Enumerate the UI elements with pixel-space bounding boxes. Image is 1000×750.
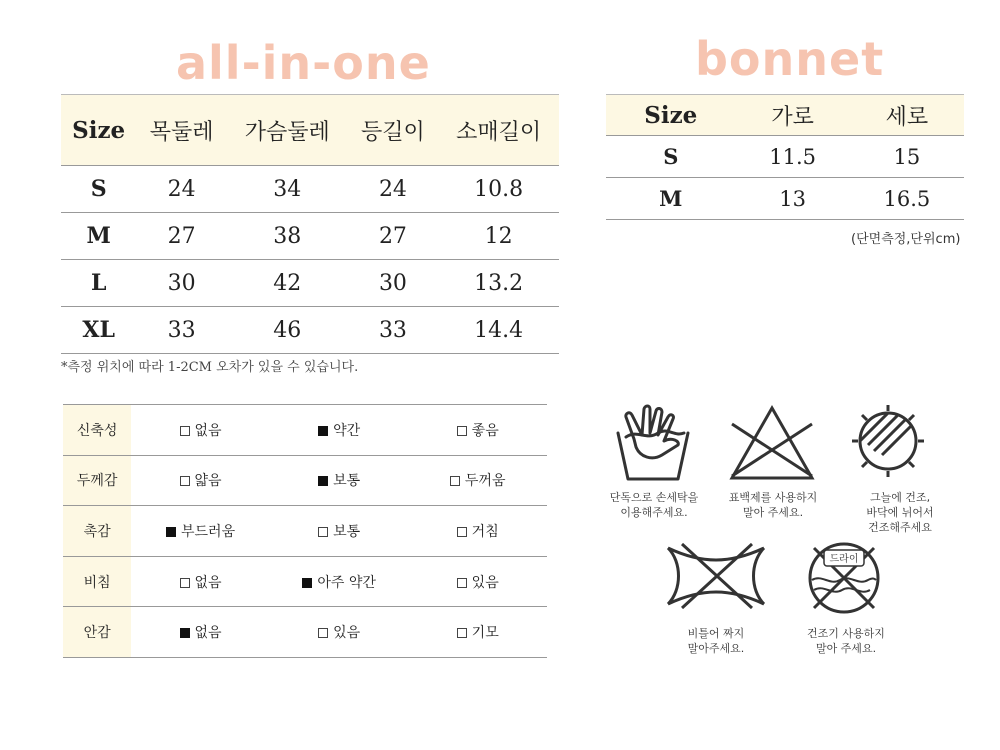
table-row [61,307,559,354]
table-cell: 10.8 [438,166,559,213]
property-option [408,556,547,607]
property-option [270,506,409,557]
option-label: 보통 [333,523,361,540]
fabric-properties-table [63,404,547,658]
caption-line: 말아주세요. [687,642,745,655]
checkbox-empty-icon [318,527,328,537]
all-in-one-size-table [61,94,559,354]
property-row [63,506,547,557]
caption-line: 건조해주세요 [868,521,932,534]
no-tumble-dry-caption [790,626,902,656]
checkbox-empty-icon [457,628,467,638]
caption-line: 말아 주세요. [815,642,877,655]
measurement-note: *측정 위치에 따라 1-2CM 오차가 있을 수 있습니다. [61,360,359,375]
no-wring-icon [662,540,770,612]
header-neck: 목둘레 [136,95,227,166]
table-cell: 24 [348,166,439,213]
no-bleach-caption [714,490,832,520]
checkbox-filled-icon [166,527,176,537]
option-label: 거침 [471,523,499,540]
checkbox-empty-icon [180,426,190,436]
table-cell: 11.5 [736,136,850,178]
checkbox-empty-icon [457,527,467,537]
table-row [606,178,964,220]
dry-flat-shade-caption [846,490,954,535]
property-option [131,506,270,557]
option-label: 얇음 [194,473,222,490]
size-label: S [606,136,736,178]
table-cell: 34 [227,166,348,213]
option-label: 있음 [471,574,499,591]
caption-line: 비틀어 짜지 [687,627,745,640]
table-cell: 24 [136,166,227,213]
property-option [270,405,409,456]
caption-line: 단독으로 손세탁을 [609,491,699,504]
property-option [270,607,409,658]
property-option [131,607,270,658]
property-option [131,455,270,506]
table-row [61,166,559,213]
property-row [63,556,547,607]
property-option [408,455,547,506]
property-row [63,607,547,658]
checkbox-filled-icon [180,628,190,638]
size-label: M [61,213,136,260]
table-cell: 42 [227,260,348,307]
checkbox-empty-icon [318,628,328,638]
table-cell: 27 [348,213,439,260]
caption-line: 이용해주세요. [620,506,688,519]
table-cell: 33 [348,307,439,354]
dry-flat-shade-icon [848,401,928,481]
table-cell: 13 [736,178,850,220]
property-option [131,405,270,456]
table-cell: 38 [227,213,348,260]
checkbox-empty-icon [180,476,190,486]
unit-note: (단면측정,단위cm) [851,232,961,247]
header-chest: 가슴둘레 [227,95,348,166]
checkbox-filled-icon [302,578,312,588]
header-size: Size [606,95,736,136]
checkbox-empty-icon [457,578,467,588]
caption-line: 말아 주세요. [742,506,804,519]
property-option [408,607,547,658]
bonnet-table-header [606,95,964,136]
no-wring-caption [660,626,772,656]
property-option [408,506,547,557]
caption-line: 그늘에 건조, [869,491,931,504]
table-row [61,260,559,307]
size-table-header [61,95,559,166]
table-cell: 16.5 [850,178,964,220]
caption-line: 건조기 사용하지 [807,627,885,640]
property-category: 안감 [63,607,131,658]
property-option [270,556,409,607]
table-cell: 30 [136,260,227,307]
checkbox-empty-icon [450,476,460,486]
option-label: 없음 [194,574,222,591]
option-label: 좋음 [471,422,499,439]
option-label: 보통 [333,473,361,490]
caption-line: 표백제를 사용하지 [728,491,818,504]
dry-badge-label: 드라이 [829,554,859,565]
table-cell: 13.2 [438,260,559,307]
checkbox-filled-icon [318,426,328,436]
bonnet-title: bonnet [695,32,885,86]
header-sleeve-length: 소매길이 [438,95,559,166]
no-bleach-icon [726,402,818,484]
hand-wash-icon [612,403,694,483]
checkbox-empty-icon [180,578,190,588]
property-category: 두께감 [63,455,131,506]
option-label: 기모 [471,625,499,642]
hand-wash-caption [596,490,712,520]
option-label: 부드러움 [181,523,236,540]
table-cell: 27 [136,213,227,260]
header-size: Size [61,95,136,166]
bonnet-size-table [606,94,964,220]
checkbox-filled-icon [318,476,328,486]
option-label: 약간 [333,422,361,439]
size-label: L [61,260,136,307]
property-category: 촉감 [63,506,131,557]
table-row [61,213,559,260]
header-width: 가로 [736,95,850,136]
property-category: 신축성 [63,405,131,456]
table-cell: 15 [850,136,964,178]
property-row [63,405,547,456]
table-cell: 12 [438,213,559,260]
header-height: 세로 [850,95,964,136]
option-label: 없음 [194,422,222,439]
property-option [270,455,409,506]
property-option [131,556,270,607]
checkbox-empty-icon [457,426,467,436]
option-label: 있음 [333,625,361,642]
property-row [63,455,547,506]
caption-line: 바닥에 뉘어서 [866,506,934,519]
option-label: 두꺼움 [464,473,506,490]
table-cell: 46 [227,307,348,354]
size-label: S [61,166,136,213]
table-cell: 14.4 [438,307,559,354]
no-tumble-dry-icon [804,538,884,618]
header-back-length: 등길이 [348,95,439,166]
option-label: 아주 약간 [317,574,376,591]
size-label: M [606,178,736,220]
table-cell: 30 [348,260,439,307]
table-row [606,136,964,178]
table-cell: 33 [136,307,227,354]
property-option [408,405,547,456]
option-label: 없음 [194,625,222,642]
size-label: XL [61,307,136,354]
property-category: 비침 [63,556,131,607]
all-in-one-title: all-in-one [176,36,431,90]
